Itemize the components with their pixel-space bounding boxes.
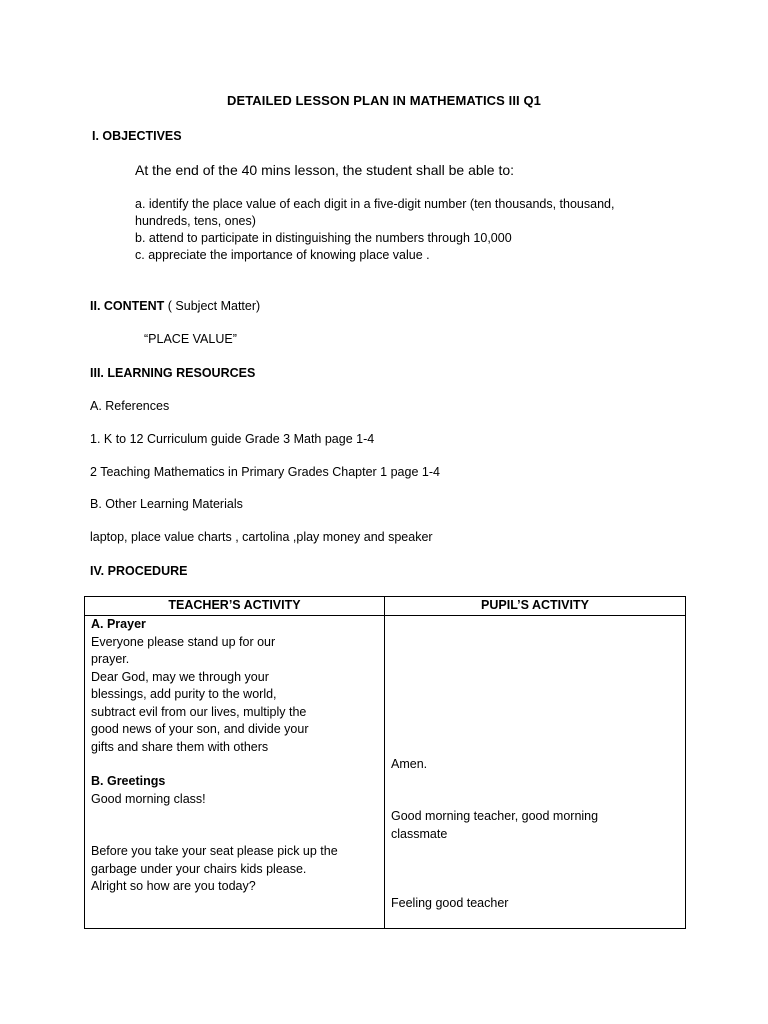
resources-heading: III. LEARNING RESOURCES [90, 366, 256, 380]
other-materials-label: B. Other Learning Materials [90, 497, 243, 511]
pupil-reply-line1: Good morning teacher, good morning [391, 809, 599, 823]
prayer-line: Dear God, may we through your [91, 669, 269, 684]
prayer-heading: A. Prayer [91, 617, 146, 631]
procedure-table-header [85, 597, 686, 616]
materials-list: laptop, place value charts , cartolina ,play money and speaker [90, 530, 433, 544]
objective-c: c. appreciate the importance of knowing place value . [135, 248, 430, 262]
teacher-activity-header: TEACHER’S ACTIVITY [85, 597, 385, 616]
objective-b: b. attend to participate in distinguishing the numbers through 10,000 [135, 231, 512, 245]
reference-2: 2 Teaching Mathematics in Primary Grades Chapter 1 page 1-4 [90, 465, 440, 479]
seat-instruction-line3: Alright so how are you today? [91, 879, 256, 893]
seat-instruction-line1: Before you take your seat please pick up the [91, 844, 338, 858]
content-heading-line [90, 298, 260, 316]
prayer-line: gifts and share them with others [91, 739, 269, 754]
pupil-amen: Amen. [391, 757, 428, 771]
prayer-line: Everyone please stand up for our [91, 634, 276, 649]
document-title: DETAILED LESSON PLAN IN MATHEMATICS III Q1 [226, 93, 542, 108]
objective-a-line2: hundreds, tens, ones) [135, 214, 256, 228]
prayer-line: subtract evil from our lives, multiply the [91, 704, 307, 719]
pupil-activity-header: PUPIL’S ACTIVITY [385, 597, 686, 616]
procedure-table-row [85, 616, 686, 929]
content-heading: II. CONTENT [90, 299, 165, 313]
procedure-heading: IV. PROCEDURE [90, 564, 188, 578]
prayer-line: blessings, add purity to the world, [91, 687, 277, 701]
objectives-intro: At the end of the 40 mins lesson, the student shall be able to: [135, 162, 515, 178]
objective-a-line1: a. identify the place value of each digit in a five-digit number (ten thousands, thousand, [135, 197, 615, 211]
references-label: A. References [90, 399, 170, 413]
teacher-activity-cell [85, 616, 385, 929]
pupil-feeling: Feeling good teacher [391, 896, 509, 910]
prayer-line: good news of your son, and divide your [91, 722, 309, 736]
objectives-heading: I. OBJECTIVES [92, 129, 182, 143]
greeting-text: Good morning class! [91, 791, 206, 806]
prayer-line: prayer. [91, 652, 130, 666]
reference-1: 1. K to 12 Curriculum guide Grade 3 Math page 1-4 [90, 432, 375, 446]
procedure-table [84, 596, 686, 929]
content-topic: “PLACE VALUE” [144, 332, 237, 346]
pupil-activity-cell [385, 616, 686, 929]
content-subheading: ( Subject Matter) [164, 299, 261, 313]
pupil-reply-line2: classmate [391, 826, 448, 841]
greetings-heading: B. Greetings [91, 774, 166, 788]
seat-instruction-line2: garbage under your chairs kids please. [91, 861, 307, 876]
